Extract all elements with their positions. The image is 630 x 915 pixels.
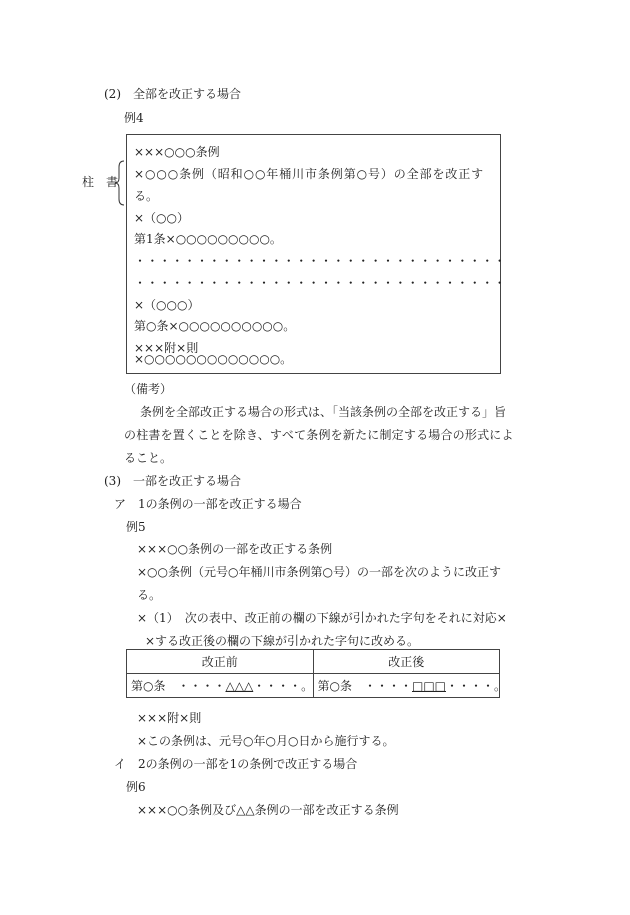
box-line-caption2: ×（○○○） [134,298,200,312]
box-line-dots2: ・・・・・・・・・・・・・・・・・・・・・・・・・・・・・・ [134,276,507,290]
example5-line-item1: ×（1） 次の表中、改正前の欄の下線が引かれた字句をそれに対応× [137,611,507,625]
note-line-3: ること。 [124,451,173,465]
table-cell-before [127,674,314,698]
note-line-2: の柱書を置くことを除き、すべて条例を新たに制定する場合の形式によ [124,428,514,442]
example6-label: 例6 [126,780,146,794]
side-label-hashiragaki: 柱 書 [82,175,119,189]
section3-heading: (3) 一部を改正する場合 [104,474,241,488]
example5-label: 例5 [126,520,146,534]
section2-heading: (2) 全部を改正する場合 [104,87,241,101]
example5-line-title: ×××○○条例の一部を改正する条例 [137,542,333,556]
table-header-after: 改正後 [313,650,500,674]
example5-enforcement: ×この条例は、元号○年○月○日から施行する。 [137,734,395,748]
box-line-title: ×××○○○条例 [134,145,220,159]
table-row [127,674,500,698]
box-line-article-n: 第○条×○○○○○○○○○○。 [134,319,296,333]
box-line-pillar: ×○○○条例（昭和○○年桶川市条例第○号）の全部を改正す [134,167,485,181]
example5-line-pillar-cont: る。 [137,588,162,602]
section3-sub-i-heading: イ 2の条例の一部を1の条例で改正する場合 [114,757,358,771]
example5-line-pillar: ×○○条例（元号○年桶川市条例第○号）の一部を次のように改正す [137,565,501,579]
box-line-article1: 第1条×○○○○○○○○○。 [134,232,282,246]
example5-supplementary: ×××附×則 [137,711,202,725]
before-suffix: ・・・・。 [253,679,314,693]
example5-line-item1-cont: ×する改正後の欄の下線が引かれた字句に改める。 [145,634,420,648]
table-header-row [127,650,500,674]
before-underlined: △△△ [225,679,254,693]
section3-sub-a-heading: ア 1の条例の一部を改正する場合 [114,497,302,511]
table-header-before: 改正前 [127,650,314,674]
after-underlined: □□□ [411,679,446,693]
box-line-last: ×○○○○○○○○○○○○○。 [134,352,293,366]
box-line-dots1: ・・・・・・・・・・・・・・・・・・・・・・・・・・・・・・ [134,254,507,268]
example4-label: 例4 [124,111,144,125]
box-line-caption1: ×（○○） [134,211,189,225]
before-prefix: 第○条 ・・・・ [131,679,226,693]
comparison-table [126,649,507,698]
after-suffix: ・・・・。 [446,679,507,693]
box-line-pillar-cont: る。 [134,189,159,203]
box-line-supplementary: ×××附×則 [134,341,199,355]
table-cell-after [313,674,507,698]
after-prefix: 第○条 ・・・・ [317,679,412,693]
brace-icon [115,160,125,206]
note-line-1: 条例を全部改正する場合の形式は、「当該条例の全部を改正する」旨 [140,405,507,419]
example6-line-title: ×××○○条例及び△△条例の一部を改正する条例 [137,803,399,817]
note-heading: （備考） [124,382,173,396]
